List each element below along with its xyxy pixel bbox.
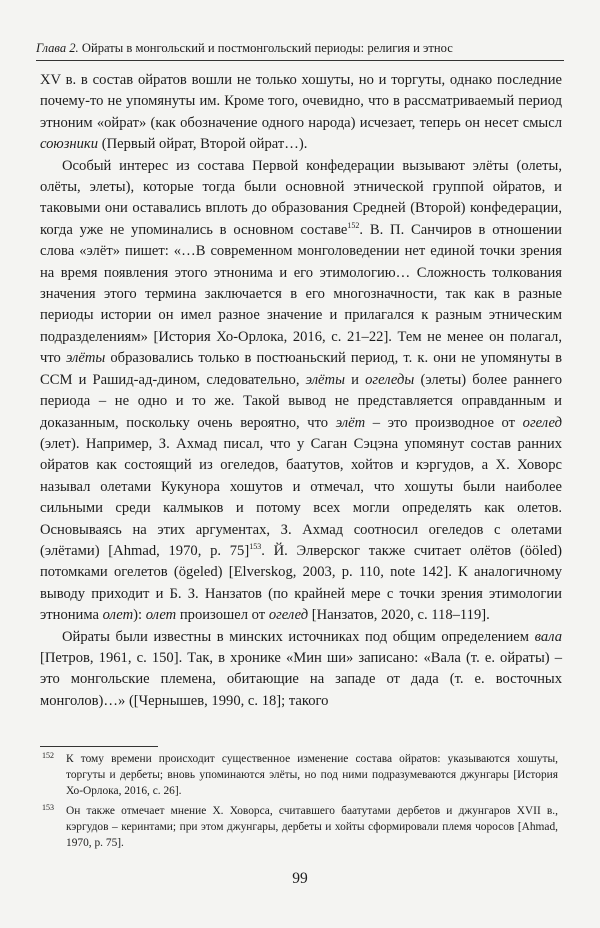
text-run: (элеты) более раннего периода – не одно и то же. Такой вывод не представляется оправданным и доказанным, поскольку очень вероятно, что [40, 371, 562, 431]
footnote-text: К тому времени происходит существенное изменение состава ойратов: указываются хошуты, торгуты и дербеты; вновь упоминаются элёты, но под ними подразумеваются джунгары [История Хо-Орлока, 2016, с. 26]. [66, 753, 558, 797]
text-run: произошел от [176, 607, 269, 624]
footnote-ref: 152 [347, 220, 360, 230]
paragraph [40, 156, 562, 627]
paragraph [40, 70, 562, 156]
text-run: XV в. в состав ойратов вошли не только хошуты, но и торгуты, однако последние почему-то не упомянуты им. Кроме того, очевидно, что в рассматриваемый период этноним «ойрат» (как обозначение одного народа) исчезает, теперь он несет смысл [40, 72, 562, 131]
running-header [36, 40, 564, 56]
paragraph [40, 627, 562, 713]
footnote-text: Он также отмечает мнение Х. Ховорса, считавшего баатутами дербетов и джунгаров XVII в., кэргудов – керинтами; при этом джунгары, дербеты и хойты сформировали племя чоросов [Ahmad, 1970, p. 75]. [66, 805, 558, 849]
italic-term: вала [534, 628, 562, 645]
italic-term: огелед [268, 607, 309, 624]
text-run: и [344, 371, 366, 388]
italic-term: элёты [305, 371, 345, 388]
footnote-ref: 153 [249, 542, 262, 552]
footnote-separator [40, 746, 158, 747]
footnotes [40, 751, 558, 855]
text-run: ): [133, 607, 146, 624]
chapter-title: Ойраты в монгольский и постмонгольский периоды: религия и этнос [81, 41, 453, 55]
italic-term: союзники [40, 136, 99, 153]
text-run: . Й. Элверског также считает олётов (ööled) потомками огелетов (ögeled) [Elverskog, 2003, p. 110, note 142]. К аналогичному выводу приходит и Б. З. Нанзатов (по крайней мере с точки зрения этимологии этнонима [40, 542, 563, 624]
italic-term: элёт [335, 414, 366, 431]
italic-term: олет [102, 607, 134, 624]
text-run: [Петров, 1961, с. 150]. Так, в хронике «Мин ши» записано: «Вала (т. е. ойраты) – это монгольские племена, обитающие на западе от дада (т. е. восточных монголов)…» ([Чернышев, 1990, с. 18]; такого [40, 649, 562, 709]
footnote-number: 153 [42, 803, 54, 812]
text-run: Ойраты были известны в минских источниках под общим определением [62, 628, 535, 645]
page-number: 99 [292, 870, 308, 887]
italic-term: олет [145, 607, 177, 624]
text-run: (элет). Например, З. Ахмад писал, что у Саган Сэцэна упомянут состав ранних ойратов как состоящий из огеледов, баатутов, хойтов и кэргудов, а Х. Ховорс называл олетами Кукунора хошутов и отмечал, что хошуты были наиболее сильными среди калмыков и потому всех могли определять как олетов. Основываясь на этих аргументах, З. Ахмад соотносил огеледов с олетами (элётами) [Ahmad, 1970, p. 75] [40, 435, 562, 559]
main-text [40, 70, 562, 712]
text-run: образовались только в постюаньский период, т. к. они не упомянуты в ССМ и Рашид-ад-дином, следовательно, [40, 350, 562, 388]
text-run: – это производное от [365, 414, 523, 431]
italic-term: огеледы [365, 371, 415, 388]
footnote-number: 152 [42, 751, 54, 760]
footnote [40, 751, 558, 799]
text-run: (Первый ойрат, Второй ойрат…). [98, 136, 308, 153]
text-run: [Нанзатов, 2020, с. 118–119]. [308, 607, 490, 624]
text-run: . В. П. Санчиров в отношении слова «элёт» пишет: «…В современном монголоведении нет единой точки зрения на время появления этого этнонима и его этимологию… Сложность толкования значения этого термина заключается в его многозначности, так как в разные периоды истории он имел разное значение и прилагался к разным этническим подразделениям» [История Хо-Орлока, 2016, с. 21–22]. Тем не менее он полагал, что [40, 221, 562, 367]
header-rule [36, 60, 564, 61]
italic-term: огелед [522, 414, 562, 431]
italic-term: элёты [65, 350, 106, 367]
footnote [40, 803, 558, 851]
chapter-label: Глава 2. [36, 41, 79, 55]
text-run: Особый интерес из состава Первой конфедерации вызывают элёты (олеты, олёты, элеты), которые тогда были основной этнической группой ойратов, и таковыми они оставались вплоть до образования Средней (Второй) конфедерации, когда уже не упоминались в основном составе [40, 157, 562, 238]
